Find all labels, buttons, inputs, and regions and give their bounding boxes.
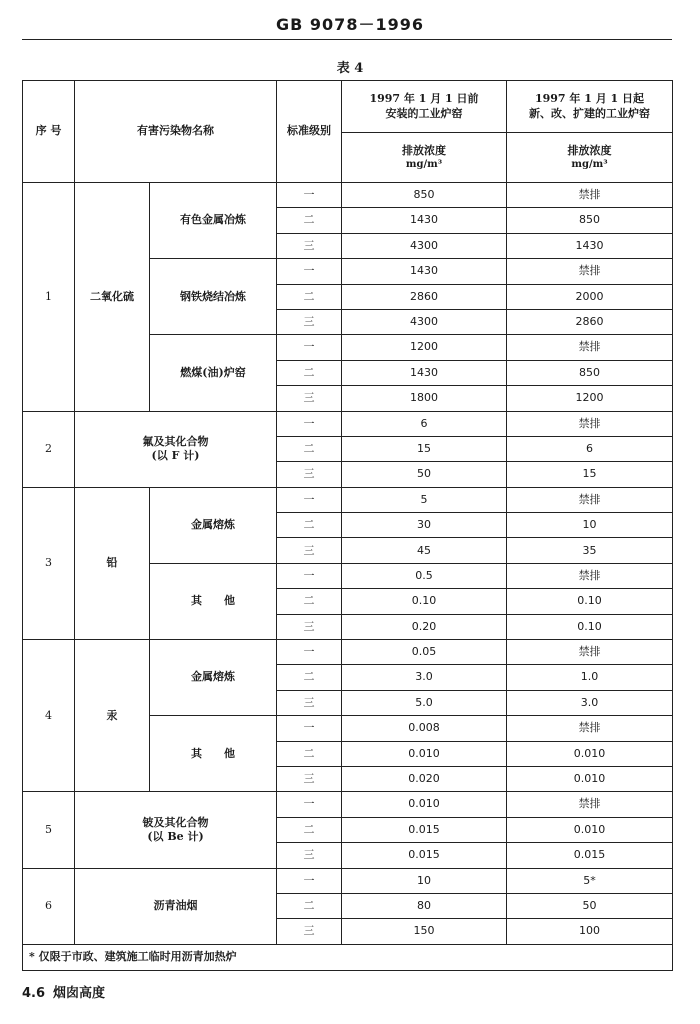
emission-value-after: 15: [507, 462, 673, 487]
emission-value-before: 4300: [342, 309, 507, 334]
seq-number: 3: [23, 487, 75, 639]
grade-level: 三: [277, 309, 342, 334]
grade-level: 三: [277, 233, 342, 258]
emission-value-after: 50: [507, 893, 673, 918]
emission-table: [22, 80, 673, 971]
seq-number: 2: [23, 411, 75, 487]
emission-value-before: 1430: [342, 259, 507, 284]
emission-unit: mg/m³: [405, 159, 443, 171]
grade-level: 二: [277, 284, 342, 309]
grade-level: 二: [277, 360, 342, 385]
grade-level: 二: [277, 665, 342, 690]
emission-value-after: 禁排: [507, 640, 673, 665]
section-heading: [22, 982, 105, 1001]
emission-label: 排放浓度: [402, 143, 446, 157]
pollutant-name: [75, 868, 277, 944]
emission-value-after: 0.10: [507, 589, 673, 614]
seq-number: 5: [23, 792, 75, 868]
emission-value-before: 0.05: [342, 640, 507, 665]
table-footnote: * 仅限于市政、建筑施工临时用沥青加热炉: [23, 944, 673, 970]
emission-value-before: 10: [342, 868, 507, 893]
emission-value-before: 850: [342, 183, 507, 208]
emission-value-before: 5.0: [342, 690, 507, 715]
table-caption: 表 4: [336, 61, 364, 76]
emission-value-before: 5: [342, 487, 507, 512]
grade-level: 二: [277, 589, 342, 614]
grade-level: 三: [277, 690, 342, 715]
emission-value-before: 50: [342, 462, 507, 487]
process-name: 有色金属冶炼: [150, 183, 277, 259]
table-row: [23, 411, 673, 436]
table-row: [23, 183, 673, 208]
emission-value-before: 1800: [342, 386, 507, 411]
grade-level: 三: [277, 538, 342, 563]
pollutant-name: 二氧化硫: [75, 183, 150, 412]
table-row: [23, 792, 673, 817]
emission-value-after: 禁排: [507, 563, 673, 588]
emission-value-before: 0.015: [342, 817, 507, 842]
col-header-after-line2: 新、改、扩建的工业炉窑: [529, 106, 650, 120]
process-name: 钢铁烧结冶炼: [150, 259, 277, 335]
emission-value-after: 850: [507, 360, 673, 385]
emission-value-before: 1430: [342, 360, 507, 385]
footnote-row: [23, 944, 673, 970]
col-header-grade: 标准级别: [277, 81, 342, 183]
grade-level: 一: [277, 335, 342, 360]
header-rule: [22, 39, 672, 40]
emission-value-after: 0.010: [507, 817, 673, 842]
grade-level: 一: [277, 487, 342, 512]
emission-value-before: 0.008: [342, 716, 507, 741]
emission-value-after: 0.010: [507, 741, 673, 766]
emission-label-after: [507, 133, 673, 183]
emission-value-after: 禁排: [507, 792, 673, 817]
pollutant-name: [75, 411, 277, 487]
grade-level: 二: [277, 436, 342, 461]
col-header-seq: 序 号: [23, 81, 75, 183]
grade-level: 一: [277, 792, 342, 817]
emission-value-after: 2000: [507, 284, 673, 309]
grade-level: 一: [277, 183, 342, 208]
emission-value-before: 45: [342, 538, 507, 563]
table-row: [23, 487, 673, 512]
process-name: 金属熔炼: [150, 487, 277, 563]
seq-number: 6: [23, 868, 75, 944]
emission-value-before: 1430: [342, 208, 507, 233]
pollutant-name: 汞: [75, 640, 150, 792]
grade-level: 三: [277, 843, 342, 868]
col-header-pollutant: 有害污染物名称: [75, 81, 277, 183]
grade-level: 三: [277, 614, 342, 639]
pollutant-name: [75, 792, 277, 868]
process-name: 金属熔炼: [150, 640, 277, 716]
emission-value-before: 1200: [342, 335, 507, 360]
emission-value-after: 3.0: [507, 690, 673, 715]
col-header-before-line2: 安装的工业炉窑: [385, 106, 463, 120]
emission-value-after: 10: [507, 513, 673, 538]
emission-value-after: 5*: [507, 868, 673, 893]
table-row: [23, 640, 673, 665]
emission-value-after: 禁排: [507, 716, 673, 741]
pollutant-name: 铅: [75, 487, 150, 639]
emission-value-after: 850: [507, 208, 673, 233]
emission-label: 排放浓度: [567, 143, 612, 157]
grade-level: 二: [277, 208, 342, 233]
section-title: 烟囱高度: [53, 986, 106, 1001]
grade-level: 三: [277, 766, 342, 791]
emission-value-before: 0.020: [342, 766, 507, 791]
col-header-before: [342, 81, 507, 133]
grade-level: 二: [277, 817, 342, 842]
process-name: 燃煤(油)炉窑: [150, 335, 277, 411]
pollutant-name-line1: 铍及其化合物: [142, 815, 209, 829]
emission-value-before: 3.0: [342, 665, 507, 690]
emission-value-after: 禁排: [507, 411, 673, 436]
emission-value-after: 禁排: [507, 259, 673, 284]
table-row: [23, 868, 673, 893]
emission-value-after: 2860: [507, 309, 673, 334]
emission-value-before: 2860: [342, 284, 507, 309]
grade-level: 三: [277, 462, 342, 487]
pollutant-name-line1: 沥青油烟: [153, 898, 198, 912]
grade-level: 一: [277, 640, 342, 665]
emission-value-after: 禁排: [507, 183, 673, 208]
col-header-before-line1: 1997 年 1 月 1 日前: [369, 92, 479, 106]
emission-value-before: 150: [342, 919, 507, 944]
emission-value-after: 0.10: [507, 614, 673, 639]
pollutant-name-line2: (以 Be 计): [147, 829, 204, 843]
standard-header: GB 9078－1996: [276, 15, 424, 34]
emission-label-before: [342, 133, 507, 183]
emission-value-after: 6: [507, 436, 673, 461]
emission-value-before: 0.5: [342, 563, 507, 588]
emission-value-after: 35: [507, 538, 673, 563]
emission-value-before: 0.010: [342, 741, 507, 766]
emission-value-before: 30: [342, 513, 507, 538]
grade-level: 三: [277, 919, 342, 944]
col-header-after-line1: 1997 年 1 月 1 日起: [534, 92, 645, 106]
emission-value-after: 禁排: [507, 487, 673, 512]
grade-level: 二: [277, 513, 342, 538]
seq-number: 4: [23, 640, 75, 792]
emission-value-before: 4300: [342, 233, 507, 258]
emission-value-before: 15: [342, 436, 507, 461]
grade-level: 二: [277, 893, 342, 918]
emission-unit: mg/m³: [571, 159, 608, 171]
emission-value-before: 0.010: [342, 792, 507, 817]
emission-value-after: 1.0: [507, 665, 673, 690]
grade-level: 三: [277, 386, 342, 411]
section-number: 4.6: [22, 986, 46, 1001]
emission-value-after: 1200: [507, 386, 673, 411]
emission-value-after: 1430: [507, 233, 673, 258]
process-name: 其 他: [150, 716, 277, 792]
emission-value-before: 0.015: [342, 843, 507, 868]
emission-value-before: 80: [342, 893, 507, 918]
emission-value-after: 100: [507, 919, 673, 944]
process-name: 其 他: [150, 563, 277, 639]
grade-level: 一: [277, 259, 342, 284]
emission-value-before: 0.20: [342, 614, 507, 639]
pollutant-name-line1: 氟及其化合物: [142, 434, 209, 448]
emission-value-after: 0.015: [507, 843, 673, 868]
seq-number: 1: [23, 183, 75, 412]
emission-value-after: 0.010: [507, 766, 673, 791]
emission-value-after: 禁排: [507, 335, 673, 360]
grade-level: 一: [277, 411, 342, 436]
grade-level: 二: [277, 741, 342, 766]
emission-value-before: 0.10: [342, 589, 507, 614]
grade-level: 一: [277, 868, 342, 893]
col-header-after: [507, 81, 673, 133]
emission-value-before: 6: [342, 411, 507, 436]
grade-level: 一: [277, 563, 342, 588]
pollutant-name-line2: (以 F 计): [151, 449, 200, 463]
grade-level: 一: [277, 716, 342, 741]
